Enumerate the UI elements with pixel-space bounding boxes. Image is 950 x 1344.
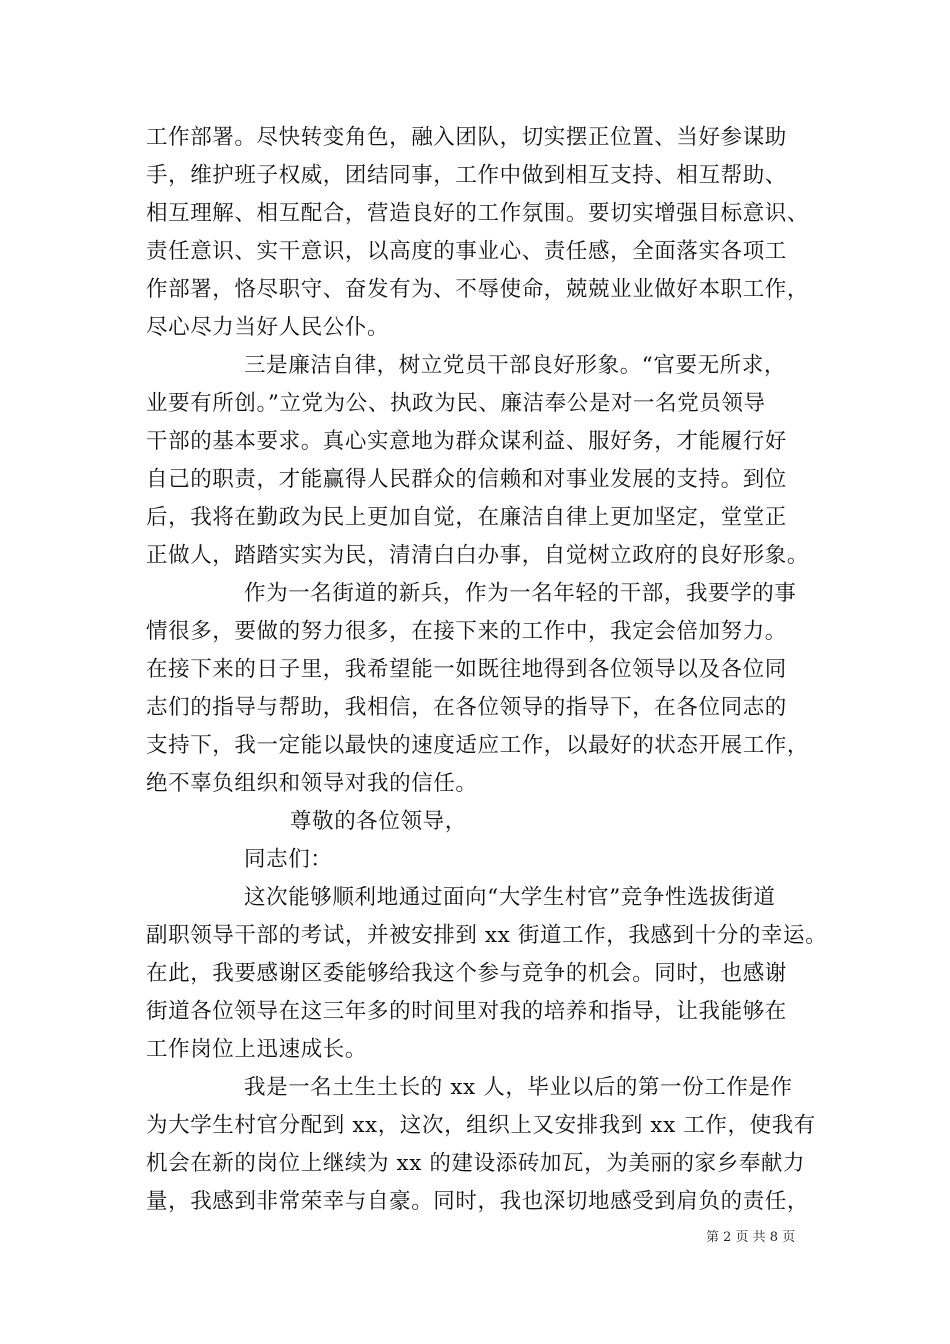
text-line: 正做人，踏踏实实为民，清清白白办事，自觉树立政府的良好形象。 <box>146 543 810 568</box>
text-line: 工作部署。尽快转变角色，融入团队，切实摆正位置、当好参谋助 <box>146 125 787 150</box>
text-line: 街道各位领导在这三年多的时间里对我的培养和指导，让我能够在 <box>146 999 787 1024</box>
text-line: 工作岗位上迅速成长。 <box>146 1037 368 1062</box>
text-line: 在接下来的日子里，我希望能一如既往地得到各位领导以及各位同 <box>146 657 787 682</box>
text-line: 自己的职责，才能赢得人民群众的信赖和对事业发展的支持。到位 <box>146 467 787 492</box>
text-line: 绝不辜负组织和领导对我的信任。 <box>146 771 478 796</box>
page-number: 第 2 页 共 8 页 <box>706 1230 796 1245</box>
text-line: 支持下，我一定能以最快的速度适应工作，以最好的状态开展工作， <box>146 733 810 758</box>
salutation-line: 尊敬的各位领导， <box>290 809 467 834</box>
text-line: 情很多，要做的努力很多，在接下来的工作中，我定会倍加努力。 <box>146 619 787 644</box>
text-line: 尽心尽力当好人民公仆。 <box>146 315 390 340</box>
text-line: 副职领导干部的考试，并被安排到 xx 街道工作，我感到十分的幸运。 <box>146 923 828 948</box>
text-line: 三是廉洁自律，树立党员干部良好形象。“官要无所求， <box>244 353 786 378</box>
text-line: 量，我感到非常荣幸与自豪。同时，我也深切地感受到肩负的责任， <box>146 1189 810 1214</box>
text-line: 业要有所创。”立党为公、执政为民、廉洁奉公是对一名党员领导 <box>146 391 766 416</box>
text-line: 作为一名街道的新兵，作为一名年轻的干部，我要学的事 <box>244 581 797 606</box>
text-line: 相互理解、相互配合，营造良好的工作氛围。要切实增强目标意识、 <box>146 201 810 226</box>
text-line: 作部署，恪尽职守、奋发有为、不辱使命，兢兢业业做好本职工作， <box>146 277 810 302</box>
text-line: 志们的指导与帮助，我相信，在各位领导的指导下，在各位同志的 <box>146 695 787 720</box>
text-line: 责任意识、实干意识，以高度的事业心、责任感，全面落实各项工 <box>146 239 787 264</box>
text-line: 为大学生村官分配到 xx，这次，组织上又安排我到 xx 工作，使我有 <box>146 1113 816 1138</box>
salutation-line: 同志们： <box>244 847 333 872</box>
text-line: 我是一名土生土长的 xx 人，毕业以后的第一份工作是作 <box>244 1075 793 1100</box>
text-line: 干部的基本要求。真心实意地为群众谋利益、服好务，才能履行好 <box>146 429 787 454</box>
text-line: 机会在新的岗位上继续为 xx 的建设添砖加瓦，为美丽的家乡奉献力 <box>146 1151 806 1176</box>
text-line: 在此，我要感谢区委能够给我这个参与竞争的机会。同时，也感谢 <box>146 961 787 986</box>
text-line: 这次能够顺利地通过面向“大学生村官”竞争性选拔街道 <box>244 885 776 910</box>
text-line: 后，我将在勤政为民上更加自觉，在廉洁自律上更加坚定，堂堂正 <box>146 505 787 530</box>
text-line: 手，维护班子权威，团结同事，工作中做到相互支持、相互帮助、 <box>146 163 787 188</box>
